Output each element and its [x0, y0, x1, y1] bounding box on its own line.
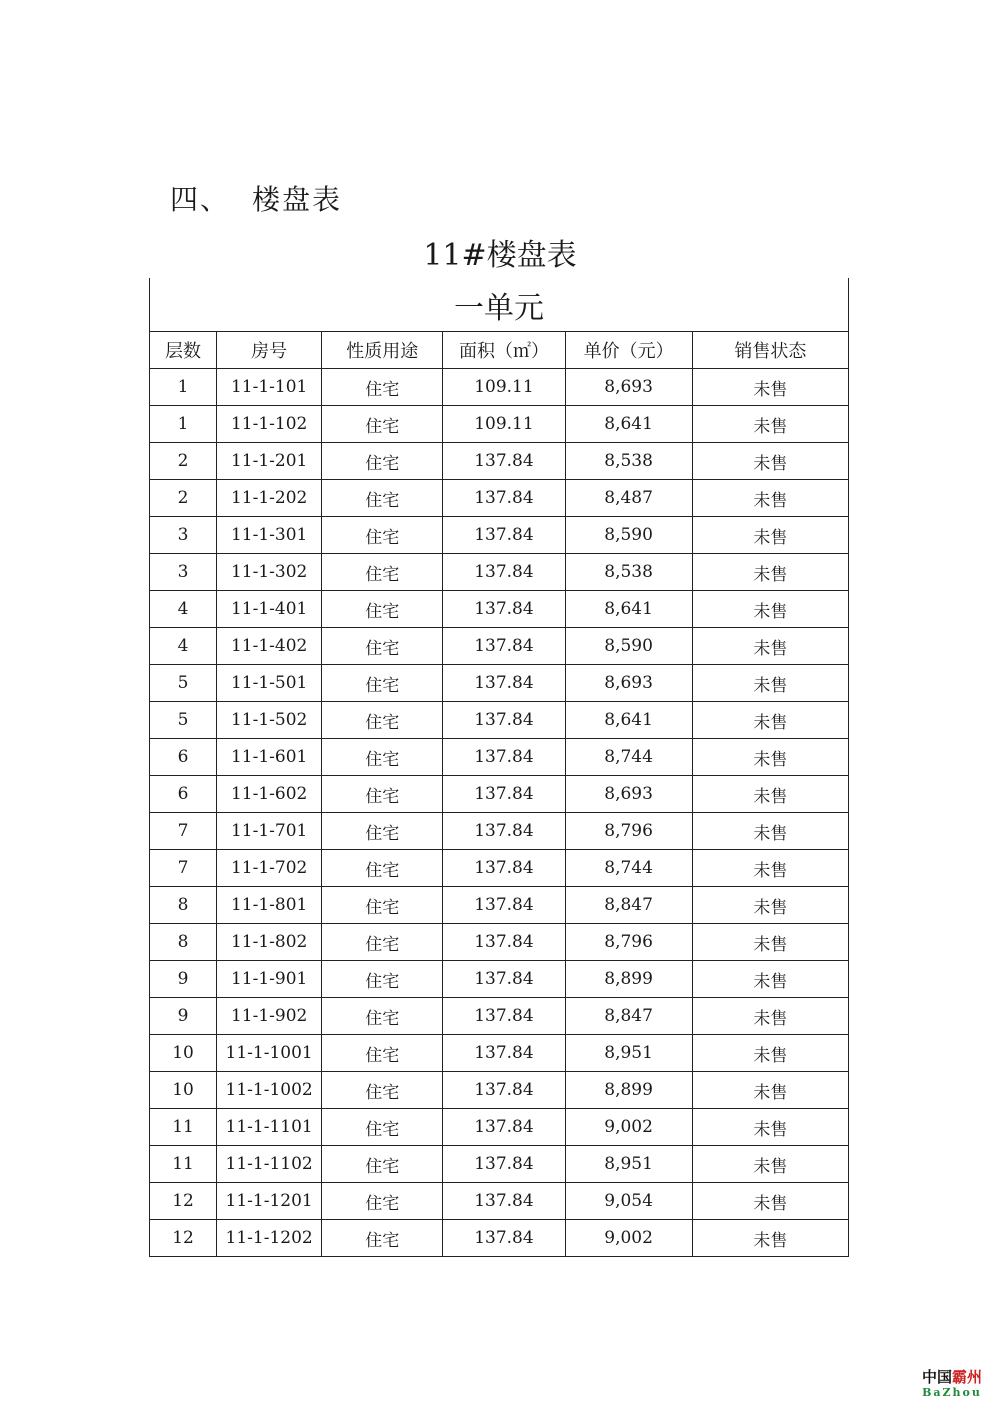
cell-room-number: 11-1-402: [217, 628, 322, 665]
cell-area: 137.84: [443, 1220, 565, 1257]
cell-unit-price: 8,590: [565, 628, 692, 665]
header-row: [150, 332, 849, 369]
table-row: [150, 813, 849, 850]
cell-usage: 住宅: [322, 406, 443, 443]
cell-usage: 住宅: [322, 1035, 443, 1072]
cell-unit-price: 8,641: [565, 406, 692, 443]
cell-unit-price: 9,002: [565, 1109, 692, 1146]
cell-area: 137.84: [443, 1183, 565, 1220]
header-area: 面积（㎡）: [443, 332, 565, 369]
cell-unit-price: 8,538: [565, 443, 692, 480]
cell-unit-price: 8,899: [565, 1072, 692, 1109]
cell-unit-price: 8,744: [565, 850, 692, 887]
cell-area: 137.84: [443, 1109, 565, 1146]
cell-usage: 住宅: [322, 887, 443, 924]
cell-sales-status: 未售: [692, 369, 848, 406]
cell-floor: 2: [150, 480, 217, 517]
logo-text-black: 中国: [921, 1368, 952, 1386]
cell-room-number: 11-1-702: [217, 850, 322, 887]
table-row: [150, 443, 849, 480]
cell-sales-status: 未售: [692, 1183, 848, 1220]
cell-area: 137.84: [443, 517, 565, 554]
cell-room-number: 11-1-1002: [217, 1072, 322, 1109]
cell-area: 137.84: [443, 998, 565, 1035]
cell-room-number: 11-1-201: [217, 443, 322, 480]
cell-area: 137.84: [443, 776, 565, 813]
cell-floor: 12: [150, 1183, 217, 1220]
table-row: [150, 961, 849, 998]
cell-sales-status: 未售: [692, 554, 848, 591]
cell-usage: 住宅: [322, 998, 443, 1035]
site-logo: [918, 1370, 986, 1398]
cell-unit-price: 8,847: [565, 887, 692, 924]
cell-unit-price: 8,641: [565, 702, 692, 739]
cell-area: 137.84: [443, 887, 565, 924]
cell-sales-status: 未售: [692, 998, 848, 1035]
cell-usage: 住宅: [322, 850, 443, 887]
cell-room-number: 11-1-501: [217, 665, 322, 702]
table-row: [150, 1183, 849, 1220]
cell-unit-price: 8,693: [565, 776, 692, 813]
cell-usage: 住宅: [322, 369, 443, 406]
cell-area: 137.84: [443, 628, 565, 665]
cell-unit-price: 8,693: [565, 369, 692, 406]
cell-floor: 4: [150, 591, 217, 628]
table-row: [150, 554, 849, 591]
cell-floor: 9: [150, 998, 217, 1035]
cell-room-number: 11-1-802: [217, 924, 322, 961]
table-row: [150, 591, 849, 628]
cell-room-number: 11-1-801: [217, 887, 322, 924]
cell-unit-price: 9,054: [565, 1183, 692, 1220]
cell-sales-status: 未售: [692, 591, 848, 628]
cell-room-number: 11-1-1202: [217, 1220, 322, 1257]
cell-floor: 8: [150, 887, 217, 924]
cell-usage: 住宅: [322, 1183, 443, 1220]
header-floor: 层数: [150, 332, 217, 369]
cell-room-number: 11-1-902: [217, 998, 322, 1035]
cell-room-number: 11-1-1201: [217, 1183, 322, 1220]
cell-usage: 住宅: [322, 1072, 443, 1109]
cell-area: 137.84: [443, 591, 565, 628]
cell-area: 137.84: [443, 924, 565, 961]
cell-area: 137.84: [443, 1146, 565, 1183]
table-title: 11#楼盘表: [423, 238, 577, 273]
cell-room-number: 11-1-202: [217, 480, 322, 517]
cell-usage: 住宅: [322, 517, 443, 554]
cell-floor: 9: [150, 961, 217, 998]
cell-floor: 11: [150, 1146, 217, 1183]
cell-usage: 住宅: [322, 443, 443, 480]
cell-usage: 住宅: [322, 739, 443, 776]
table-row: [150, 406, 849, 443]
table-row: [150, 850, 849, 887]
cell-room-number: 11-1-601: [217, 739, 322, 776]
unit-label: 一单元: [150, 278, 849, 332]
cell-sales-status: 未售: [692, 924, 848, 961]
cell-sales-status: 未售: [692, 887, 848, 924]
cell-unit-price: 8,796: [565, 924, 692, 961]
cell-unit-price: 8,641: [565, 591, 692, 628]
cell-area: 137.84: [443, 665, 565, 702]
cell-room-number: 11-1-102: [217, 406, 322, 443]
header-unit-price: 单价（元）: [565, 332, 692, 369]
cell-sales-status: 未售: [692, 739, 848, 776]
table-row: [150, 739, 849, 776]
cell-floor: 5: [150, 702, 217, 739]
cell-area: 137.84: [443, 554, 565, 591]
table-body: [150, 369, 849, 1257]
section-number: 四、: [170, 183, 231, 216]
cell-room-number: 11-1-901: [217, 961, 322, 998]
cell-room-number: 11-1-1102: [217, 1146, 322, 1183]
cell-unit-price: 8,487: [565, 480, 692, 517]
section-heading-text: 楼盘表: [252, 183, 343, 216]
table-row: [150, 776, 849, 813]
cell-room-number: 11-1-502: [217, 702, 322, 739]
cell-sales-status: 未售: [692, 702, 848, 739]
table-row: [150, 887, 849, 924]
cell-floor: 6: [150, 776, 217, 813]
cell-area: 109.11: [443, 369, 565, 406]
cell-sales-status: 未售: [692, 443, 848, 480]
cell-sales-status: 未售: [692, 776, 848, 813]
cell-usage: 住宅: [322, 1146, 443, 1183]
cell-floor: 12: [150, 1220, 217, 1257]
cell-area: 137.84: [443, 739, 565, 776]
cell-sales-status: 未售: [692, 1109, 848, 1146]
cell-sales-status: 未售: [692, 961, 848, 998]
cell-unit-price: 8,899: [565, 961, 692, 998]
cell-usage: 住宅: [322, 591, 443, 628]
cell-usage: 住宅: [322, 665, 443, 702]
cell-usage: 住宅: [322, 813, 443, 850]
cell-unit-price: 8,796: [565, 813, 692, 850]
cell-floor: 7: [150, 813, 217, 850]
cell-room-number: 11-1-1001: [217, 1035, 322, 1072]
cell-room-number: 11-1-101: [217, 369, 322, 406]
table-row: [150, 924, 849, 961]
cell-floor: 10: [150, 1035, 217, 1072]
cell-room-number: 11-1-701: [217, 813, 322, 850]
cell-usage: 住宅: [322, 1109, 443, 1146]
header-sales-status: 销售状态: [692, 332, 848, 369]
cell-usage: 住宅: [322, 776, 443, 813]
table-row: [150, 369, 849, 406]
cell-sales-status: 未售: [692, 850, 848, 887]
cell-sales-status: 未售: [692, 1072, 848, 1109]
cell-floor: 1: [150, 406, 217, 443]
cell-sales-status: 未售: [692, 517, 848, 554]
cell-unit-price: 8,847: [565, 998, 692, 1035]
cell-area: 137.84: [443, 480, 565, 517]
logo-chinese: [918, 1370, 986, 1385]
cell-sales-status: 未售: [692, 480, 848, 517]
cell-usage: 住宅: [322, 480, 443, 517]
cell-floor: 2: [150, 443, 217, 480]
table-row: [150, 702, 849, 739]
logo-text-red: 霸州: [952, 1368, 983, 1386]
header-room-number: 房号: [217, 332, 322, 369]
cell-unit-price: 8,590: [565, 517, 692, 554]
cell-area: 137.84: [443, 1035, 565, 1072]
cell-unit-price: 8,538: [565, 554, 692, 591]
cell-area: 137.84: [443, 1072, 565, 1109]
cell-unit-price: 8,951: [565, 1146, 692, 1183]
cell-area: 109.11: [443, 406, 565, 443]
cell-usage: 住宅: [322, 961, 443, 998]
table-row: [150, 628, 849, 665]
cell-unit-price: 8,693: [565, 665, 692, 702]
cell-floor: 7: [150, 850, 217, 887]
unit-row: [150, 278, 849, 332]
table-row: [150, 1146, 849, 1183]
cell-floor: 4: [150, 628, 217, 665]
cell-unit-price: 9,002: [565, 1220, 692, 1257]
cell-sales-status: 未售: [692, 1035, 848, 1072]
cell-floor: 10: [150, 1072, 217, 1109]
cell-floor: 5: [150, 665, 217, 702]
header-usage: 性质用途: [322, 332, 443, 369]
cell-area: 137.84: [443, 850, 565, 887]
section-heading: [170, 178, 342, 218]
cell-unit-price: 8,951: [565, 1035, 692, 1072]
table-row: [150, 517, 849, 554]
table-row: [150, 1220, 849, 1257]
table-row: [150, 665, 849, 702]
cell-area: 137.84: [443, 443, 565, 480]
logo-english: BaZhou: [922, 1386, 982, 1399]
cell-unit-price: 8,744: [565, 739, 692, 776]
cell-floor: 3: [150, 517, 217, 554]
cell-floor: 11: [150, 1109, 217, 1146]
cell-floor: 6: [150, 739, 217, 776]
cell-sales-status: 未售: [692, 813, 848, 850]
cell-sales-status: 未售: [692, 1146, 848, 1183]
cell-room-number: 11-1-302: [217, 554, 322, 591]
cell-sales-status: 未售: [692, 406, 848, 443]
cell-area: 137.84: [443, 961, 565, 998]
table-row: [150, 480, 849, 517]
building-listing-table: [149, 278, 849, 1257]
cell-sales-status: 未售: [692, 665, 848, 702]
table-row: [150, 1035, 849, 1072]
cell-sales-status: 未售: [692, 1220, 848, 1257]
cell-sales-status: 未售: [692, 628, 848, 665]
cell-usage: 住宅: [322, 702, 443, 739]
cell-area: 137.84: [443, 702, 565, 739]
cell-floor: 3: [150, 554, 217, 591]
cell-floor: 1: [150, 369, 217, 406]
table-row: [150, 1072, 849, 1109]
table-row: [150, 998, 849, 1035]
cell-usage: 住宅: [322, 1220, 443, 1257]
cell-usage: 住宅: [322, 628, 443, 665]
cell-room-number: 11-1-1101: [217, 1109, 322, 1146]
cell-usage: 住宅: [322, 924, 443, 961]
table-row: [150, 1109, 849, 1146]
cell-room-number: 11-1-401: [217, 591, 322, 628]
cell-room-number: 11-1-602: [217, 776, 322, 813]
cell-floor: 8: [150, 924, 217, 961]
cell-usage: 住宅: [322, 554, 443, 591]
cell-area: 137.84: [443, 813, 565, 850]
cell-room-number: 11-1-301: [217, 517, 322, 554]
